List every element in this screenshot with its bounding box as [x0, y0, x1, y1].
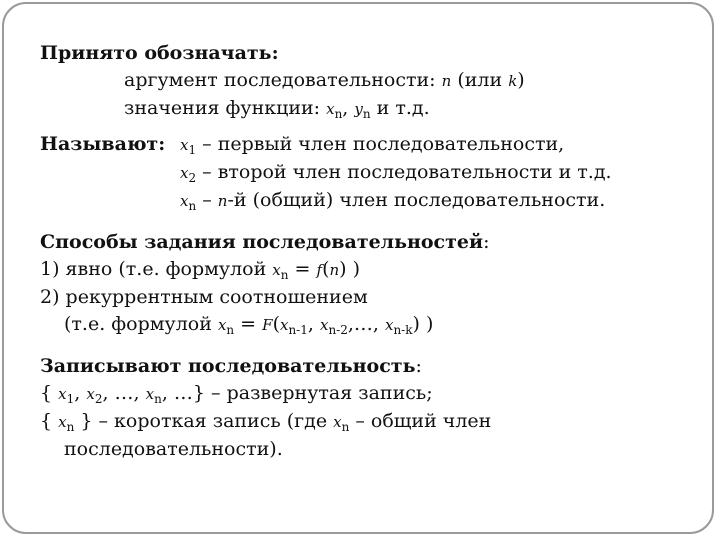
methods-heading-line — [40, 229, 700, 256]
writing-heading: Записывают последовательность — [40, 355, 416, 377]
sub-n: n — [334, 107, 343, 121]
var-x: x — [86, 385, 95, 403]
open-paren: ( — [272, 313, 280, 335]
open-paren: ( — [322, 258, 330, 280]
close-paren: ) — [517, 69, 525, 91]
colon: : — [483, 231, 490, 253]
comma: , — [342, 97, 355, 119]
sub-n: n — [280, 268, 289, 282]
var-x: x — [145, 385, 155, 403]
values-line — [40, 95, 700, 123]
comma: , — [307, 313, 320, 335]
open-brace: { — [40, 382, 59, 404]
var-y: y — [354, 100, 363, 118]
methods-heading: Способы задания последовательностей — [40, 231, 484, 253]
or-text: (или — [451, 69, 509, 91]
slide — [2, 2, 714, 534]
func-f: f — [316, 261, 323, 279]
writing-short-cont: последовательности). — [64, 438, 283, 460]
method-explicit — [40, 256, 700, 284]
equals: = — [234, 313, 263, 335]
dash: – — [196, 189, 218, 211]
naming-general-text: -й (общий) член последовательности. — [227, 189, 606, 211]
argument-text: аргумент последовательности: — [124, 69, 442, 91]
sub-n-2: n-2 — [328, 323, 348, 337]
var-x: x — [58, 385, 67, 403]
sub-1: 1 — [188, 143, 197, 157]
expanded-text: , …} – развернутая запись; — [161, 382, 433, 404]
sub-2: 2 — [94, 392, 103, 406]
short-text: } – короткая запись (где — [74, 410, 334, 432]
close-paren: ) ) — [412, 313, 434, 335]
sub-n: n — [362, 107, 371, 121]
sub-n: n — [341, 420, 350, 434]
var-x: x — [180, 192, 189, 210]
etc-text: и т.д. — [370, 97, 430, 119]
ellipsis: ,…, — [347, 313, 385, 335]
var-x: x — [326, 100, 335, 118]
values-text: значения функции: — [124, 97, 327, 119]
var-x: x — [384, 316, 394, 334]
naming-row-1 — [40, 131, 700, 159]
writing-short — [40, 408, 700, 436]
var-x: x — [58, 413, 67, 431]
short-text-2: – общий член — [349, 410, 492, 432]
var-x: x — [272, 261, 281, 279]
sub-n: n — [154, 392, 162, 406]
naming-second-text: – второй член последовательности и т.д. — [196, 161, 612, 183]
sub-2: 2 — [188, 171, 197, 185]
method-recurrent: 2) рекуррентным соотношением — [40, 286, 368, 308]
open-brace: { — [40, 410, 59, 432]
comma: , — [74, 382, 87, 404]
colon: : — [415, 355, 422, 377]
sub-n: n — [66, 420, 75, 434]
sub-n-1: n-1 — [288, 323, 308, 337]
naming-row-3 — [40, 187, 700, 215]
sub-n-k: n-k — [393, 323, 413, 337]
formula-text: (т.е. формулой — [64, 313, 218, 335]
var-n: n — [217, 192, 228, 210]
var-x: x — [180, 164, 189, 182]
writing-expanded — [40, 380, 700, 408]
var-x: x — [333, 413, 342, 431]
var-n: n — [329, 261, 340, 279]
close-paren: ) ) — [339, 258, 361, 280]
slide-content — [40, 40, 700, 463]
naming-first-text: – первый член последовательности, — [196, 133, 565, 155]
sub-1: 1 — [66, 392, 75, 406]
method-explicit-text: 1) явно (т.е. формулой — [40, 258, 273, 280]
var-x: x — [319, 316, 329, 334]
var-n: n — [441, 72, 452, 90]
func-F: F — [262, 316, 273, 334]
var-k: k — [508, 72, 518, 90]
equals: = — [288, 258, 317, 280]
method-recurrent-formula — [40, 311, 700, 339]
naming-row-2 — [40, 159, 700, 187]
sub-n: n — [188, 199, 197, 213]
writing-heading-line — [40, 353, 700, 380]
naming-heading: Называют: — [40, 133, 166, 155]
var-x: x — [279, 316, 289, 334]
argument-line — [40, 67, 700, 95]
notation-heading: Принято обозначать: — [40, 42, 279, 64]
var-x: x — [180, 136, 189, 154]
var-x: x — [217, 316, 227, 334]
sub-n: n — [226, 323, 235, 337]
ellipsis: , …, — [102, 382, 146, 404]
